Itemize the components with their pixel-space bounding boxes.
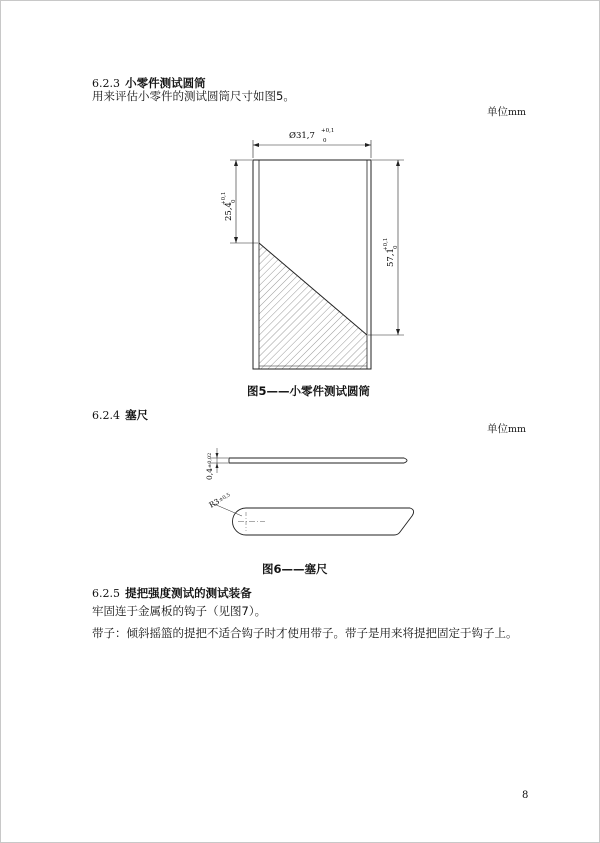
dim-height-short-tol-upper: +0,1 — [221, 191, 227, 205]
section-6-2-5-line-1: 牢固连于金属板的钩子（见图7）。 — [92, 604, 267, 618]
dim-thickness: 0,4 — [205, 468, 214, 480]
section-title: 小零件测试圆筒 — [125, 76, 206, 90]
section-heading-6-2-4 — [92, 404, 148, 423]
figure-6-drawing — [0, 440, 600, 550]
section-6-2-3-text: 用来评估小零件的测试圆筒尺寸如图5。 — [92, 89, 295, 103]
dim-radius: R3 — [207, 496, 222, 510]
unit-label-2 — [487, 421, 526, 436]
figure-5-drawing — [0, 0, 600, 400]
dim-height-long: 57,1 — [386, 248, 396, 267]
dim-height-short: 25,4 — [224, 202, 234, 221]
dim-height-long-tol-lower: 0 — [393, 245, 399, 249]
unit-mm: mm — [508, 424, 527, 435]
blade-edge-view — [229, 458, 407, 463]
dim-height-long-tol-upper: +0,1 — [383, 237, 389, 251]
section-number: 6.2.3 — [92, 77, 120, 90]
dim-diameter: Ø31,7 — [289, 131, 315, 141]
unit-prefix: 单位 — [487, 423, 508, 435]
dim-height-short-tol-lower: 0 — [231, 199, 237, 203]
blade-plan-view — [233, 508, 414, 535]
page-number: 8 — [522, 790, 529, 801]
unit-mm: mm — [508, 107, 527, 118]
section-title: 提把强度测试的测试装备 — [125, 586, 252, 600]
figure-6-caption: 图6——塞尺 — [262, 562, 328, 576]
section-6-2-5-line-2: 带子：倾斜摇篮的提把不适合钩子时才使用带子。带子是用来将提把固定于钩子上。 — [92, 626, 518, 640]
dim-radius-tol: ±0,5 — [218, 492, 232, 504]
unit-prefix: 单位 — [487, 106, 508, 118]
section-title: 塞尺 — [125, 408, 149, 422]
section-number: 6.2.4 — [92, 409, 120, 422]
dim-diameter-tol-upper: +0,1 — [321, 128, 335, 134]
section-heading-6-2-5 — [92, 582, 252, 601]
hatched-section — [259, 243, 367, 369]
figure-5-caption: 图5——小零件测试圆筒 — [247, 384, 371, 398]
dim-thickness-tol: ±0,02 — [207, 452, 213, 468]
section-number: 6.2.5 — [92, 587, 120, 600]
dim-diameter-tol-lower: 0 — [323, 138, 327, 144]
